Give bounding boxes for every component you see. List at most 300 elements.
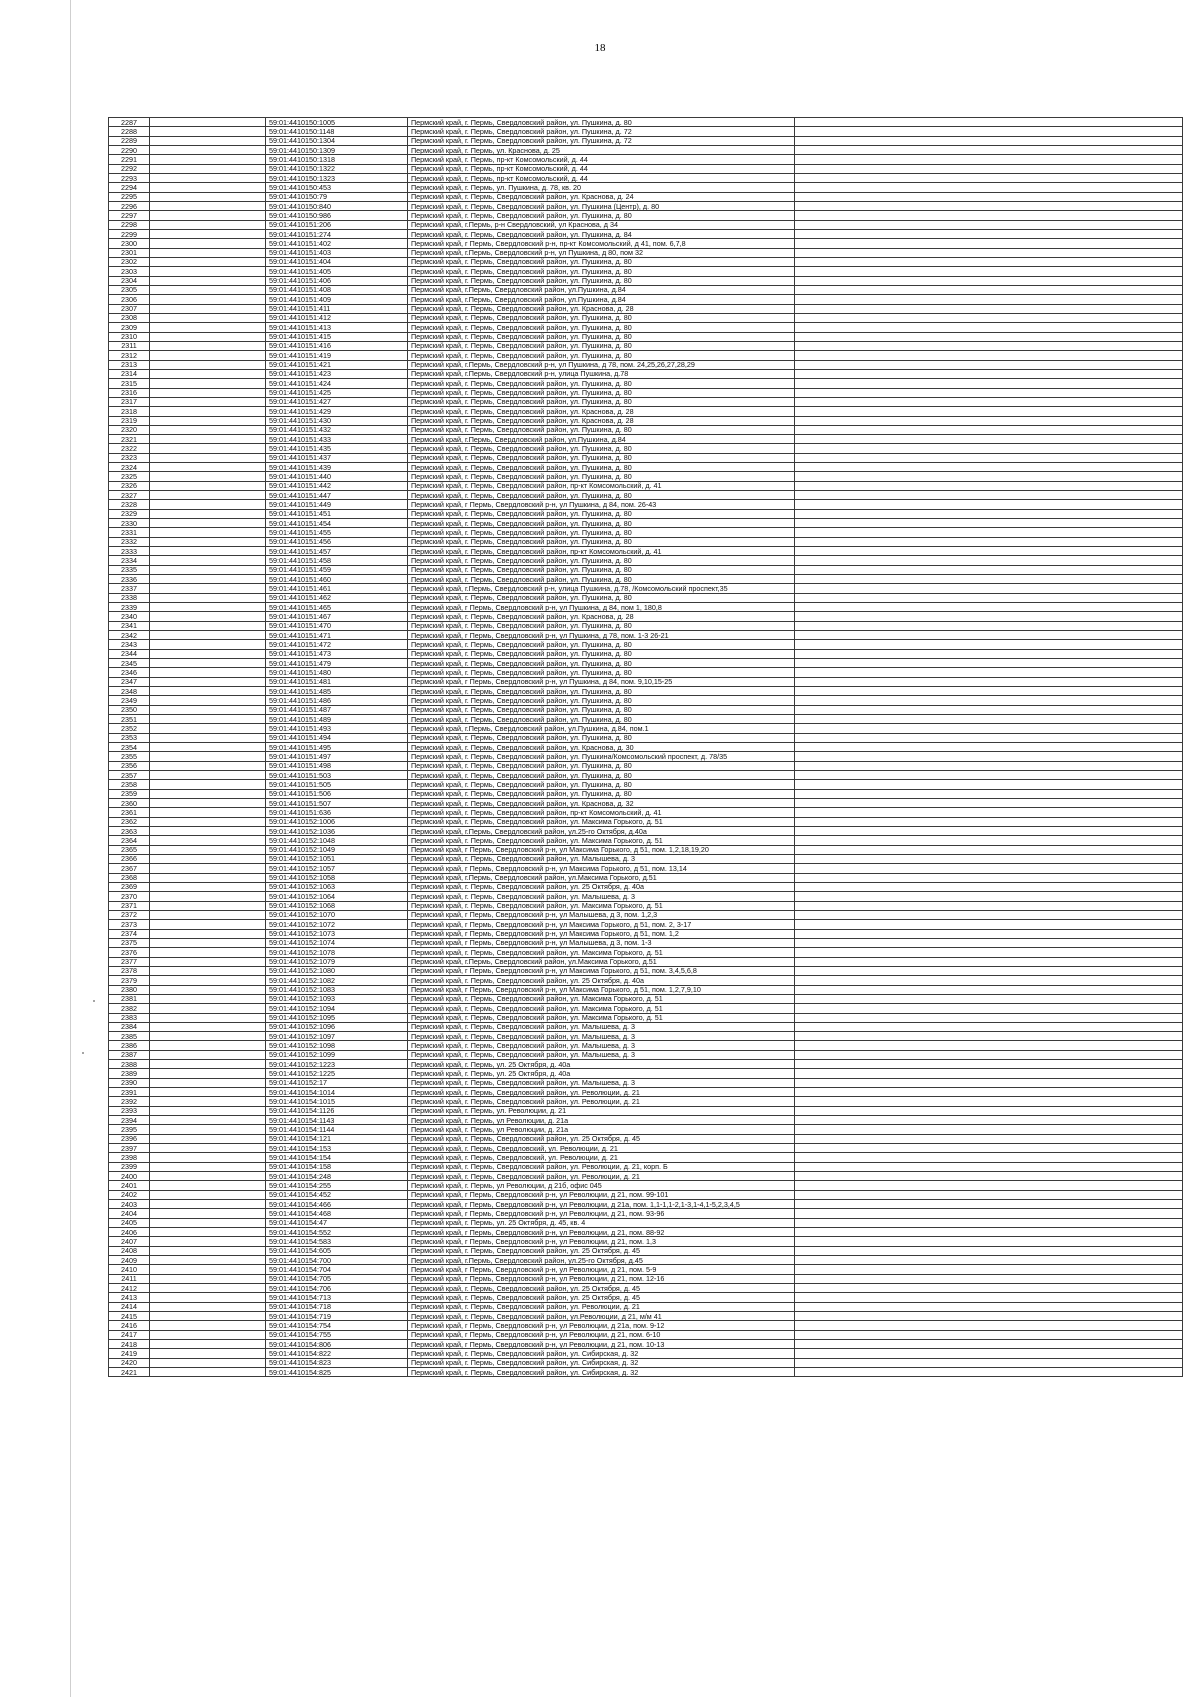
row-number-cell: 2358	[109, 780, 150, 789]
empty-cell	[795, 948, 1183, 957]
row-number-cell: 2392	[109, 1097, 150, 1106]
cadastral-number-cell: 59:01:4410154:1014	[266, 1088, 408, 1097]
row-number-cell: 2305	[109, 285, 150, 294]
address-cell: Пермский край, г.Пермь, р-н Свердловский, ул Краснова, д 34	[408, 220, 795, 229]
table-row	[109, 901, 1183, 910]
cadastral-number-cell: 59:01:4410152:1093	[266, 994, 408, 1003]
table-row	[109, 1284, 1183, 1293]
table-row	[109, 575, 1183, 584]
row-number-cell: 2336	[109, 575, 150, 584]
row-number-cell: 2293	[109, 173, 150, 182]
table-row	[109, 1153, 1183, 1162]
empty-cell	[795, 285, 1183, 294]
cadastral-number-cell: 59:01:4410154:466	[266, 1200, 408, 1209]
empty-cell	[795, 472, 1183, 481]
address-cell: Пермский край, г.Пермь, Свердловский район, ул.Пушкина, д.84, пом.1	[408, 724, 795, 733]
address-cell: Пермский край, г. Пермь, Свердловский район, ул. Малышева, д. 3	[408, 854, 795, 863]
empty-cell	[150, 332, 266, 341]
table-row	[109, 1237, 1183, 1246]
address-cell: Пермский край, г. Пермь, Свердловский район, ул. Краснова, д. 24	[408, 192, 795, 201]
table-row	[109, 724, 1183, 733]
address-cell: Пермский край, г. Пермь, Свердловский район, ул. Пушкина, д. 80	[408, 276, 795, 285]
address-cell: Пермский край, г. Пермь, Свердловский район, пр-кт Комсомольский, д. 41	[408, 808, 795, 817]
address-cell: Пермский край, г. Пермь, Свердловский район, пр-кт Комсомольский, д. 41	[408, 547, 795, 556]
empty-cell	[150, 565, 266, 574]
table-row	[109, 1218, 1183, 1227]
empty-cell	[150, 304, 266, 313]
row-number-cell: 2390	[109, 1078, 150, 1087]
empty-cell	[795, 659, 1183, 668]
address-cell: Пермский край, г. Пермь, Свердловский район, ул. Пушкина, д. 80	[408, 640, 795, 649]
row-number-cell: 2401	[109, 1181, 150, 1190]
address-cell: Пермский край, г. Пермь, Свердловский район, ул. Максима Горького, д. 51	[408, 836, 795, 845]
row-number-cell: 2329	[109, 509, 150, 518]
table-row	[109, 444, 1183, 453]
cadastral-number-cell: 59:01:4410151:406	[266, 276, 408, 285]
empty-cell	[795, 621, 1183, 630]
row-number-cell: 2360	[109, 798, 150, 807]
cadastral-number-cell: 59:01:4410151:415	[266, 332, 408, 341]
address-cell: Пермский край, г. Пермь, Свердловский район, ул. Пушкина, д. 80	[408, 453, 795, 462]
empty-cell	[150, 929, 266, 938]
row-number-cell: 2366	[109, 854, 150, 863]
table-row	[109, 118, 1183, 127]
address-cell: Пермский край, г. Пермь, Свердловский район, ул. Малышева, д. 3	[408, 1050, 795, 1059]
row-number-cell: 2287	[109, 118, 150, 127]
table-row	[109, 145, 1183, 154]
empty-cell	[795, 687, 1183, 696]
cadastral-number-cell: 59:01:4410152:1094	[266, 1004, 408, 1013]
address-cell: Пермский край, г. Пермь, Свердловский, ул. Революции, д. 21	[408, 1153, 795, 1162]
table-row	[109, 854, 1183, 863]
cadastral-number-cell: 59:01:4410151:404	[266, 257, 408, 266]
row-number-cell: 2419	[109, 1349, 150, 1358]
row-number-cell: 2309	[109, 323, 150, 332]
cadastral-number-cell: 59:01:4410151:495	[266, 742, 408, 751]
address-cell: Пермский край, г. Пермь, Свердловский район, ул. 25 Октября, д. 45	[408, 1134, 795, 1143]
empty-cell	[795, 1106, 1183, 1115]
row-number-cell: 2290	[109, 145, 150, 154]
address-cell: Пермский край, г Пермь, Свердловский р-н, ул Революции, д 21, пом. 88-92	[408, 1228, 795, 1237]
cadastral-number-cell: 59:01:4410151:461	[266, 584, 408, 593]
address-cell: Пермский край, г. Пермь, пр-кт Комсомольский, д. 44	[408, 173, 795, 182]
row-number-cell: 2297	[109, 211, 150, 220]
empty-cell	[150, 416, 266, 425]
empty-cell	[795, 1274, 1183, 1283]
table-row	[109, 127, 1183, 136]
empty-cell	[795, 1321, 1183, 1330]
cadastral-number-cell: 59:01:4410151:429	[266, 407, 408, 416]
empty-cell	[795, 491, 1183, 500]
address-cell: Пермский край, г.Пермь, Свердловский район, ул.Максима Горького, д.51	[408, 957, 795, 966]
cadastral-number-cell: 59:01:4410154:825	[266, 1367, 408, 1376]
row-number-cell: 2354	[109, 742, 150, 751]
table-row	[109, 817, 1183, 826]
row-number-cell: 2414	[109, 1302, 150, 1311]
row-number-cell: 2418	[109, 1339, 150, 1348]
address-cell: Пермский край, г. Пермь, Свердловский район, ул. Малышева, д. 3	[408, 1022, 795, 1031]
row-number-cell: 2368	[109, 873, 150, 882]
address-cell: Пермский край, г. Пермь, ул. 25 Октября, д. 45, кв. 4	[408, 1218, 795, 1227]
address-cell: Пермский край, г Пермь, Свердловский р-н, ул Максима Горького, д 51, пом. 13,14	[408, 864, 795, 873]
empty-cell	[795, 798, 1183, 807]
empty-cell	[150, 173, 266, 182]
cadastral-number-cell: 59:01:4410152:1006	[266, 817, 408, 826]
cadastral-number-cell: 59:01:4410151:493	[266, 724, 408, 733]
table-row	[109, 323, 1183, 332]
cadastral-number-cell: 59:01:4410151:467	[266, 612, 408, 621]
empty-cell	[150, 1004, 266, 1013]
table-row	[109, 1106, 1183, 1115]
cadastral-number-cell: 59:01:4410151:454	[266, 519, 408, 528]
row-number-cell: 2298	[109, 220, 150, 229]
cadastral-number-cell: 59:01:4410151:487	[266, 705, 408, 714]
empty-cell	[150, 817, 266, 826]
cadastral-number-cell: 59:01:4410151:449	[266, 500, 408, 509]
empty-cell	[795, 239, 1183, 248]
empty-cell	[795, 1069, 1183, 1078]
empty-cell	[150, 145, 266, 154]
cadastral-number-cell: 59:01:4410151:497	[266, 752, 408, 761]
cadastral-number-cell: 59:01:4410152:1068	[266, 901, 408, 910]
cadastral-number-cell: 59:01:4410152:1223	[266, 1060, 408, 1069]
empty-cell	[150, 229, 266, 238]
address-cell: Пермский край, г. Пермь, Свердловский район, ул. Пушкина (Центр), д. 80	[408, 201, 795, 210]
empty-cell	[795, 444, 1183, 453]
row-number-cell: 2355	[109, 752, 150, 761]
empty-cell	[795, 276, 1183, 285]
table-row	[109, 388, 1183, 397]
table-row	[109, 1367, 1183, 1376]
empty-cell	[795, 761, 1183, 770]
empty-cell	[795, 519, 1183, 528]
empty-cell	[795, 453, 1183, 462]
empty-cell	[150, 864, 266, 873]
row-number-cell: 2296	[109, 201, 150, 210]
row-number-cell: 2334	[109, 556, 150, 565]
address-cell: Пермский край, г. Пермь, Свердловский район, ул. Малышева, д. 3	[408, 1078, 795, 1087]
row-number-cell: 2348	[109, 687, 150, 696]
row-number-cell: 2327	[109, 491, 150, 500]
table-row	[109, 1181, 1183, 1190]
address-cell: Пермский край, г Пермь, Свердловский р-н, пр-кт Комсомольский, д 41, пом. 6,7,8	[408, 239, 795, 248]
table-row	[109, 994, 1183, 1003]
address-cell: Пермский край, г. Пермь, Свердловский, ул. Революции, д. 21	[408, 1144, 795, 1153]
table-row	[109, 528, 1183, 537]
empty-cell	[795, 976, 1183, 985]
cadastral-number-cell: 59:01:4410154:583	[266, 1237, 408, 1246]
address-cell: Пермский край, г. Пермь, Свердловский район, ул. Пушкина, д. 80	[408, 397, 795, 406]
address-cell: Пермский край, г.Пермь, Свердловский район, ул.25-го Октября, д.45	[408, 1256, 795, 1265]
row-number-cell: 2307	[109, 304, 150, 313]
table-row	[109, 1060, 1183, 1069]
empty-cell	[150, 1246, 266, 1255]
cadastral-number-cell: 59:01:4410151:421	[266, 360, 408, 369]
empty-cell	[795, 397, 1183, 406]
address-cell: Пермский край, г. Пермь, ул. Революции, д. 21	[408, 1106, 795, 1115]
empty-cell	[150, 957, 266, 966]
empty-cell	[795, 351, 1183, 360]
cadastral-number-cell: 59:01:4410151:471	[266, 631, 408, 640]
cadastral-number-cell: 59:01:4410151:439	[266, 463, 408, 472]
address-cell: Пермский край, г. Пермь, Свердловский район, ул. Максима Горького, д. 51	[408, 948, 795, 957]
row-number-cell: 2380	[109, 985, 150, 994]
table-row	[109, 976, 1183, 985]
cadastral-number-cell: 59:01:4410152:1225	[266, 1069, 408, 1078]
cadastral-number-cell: 59:01:4410152:1079	[266, 957, 408, 966]
table-row	[109, 276, 1183, 285]
table-row	[109, 1302, 1183, 1311]
table-row	[109, 696, 1183, 705]
empty-cell	[150, 341, 266, 350]
cadastral-number-cell: 59:01:4410152:1096	[266, 1022, 408, 1031]
empty-cell	[150, 1349, 266, 1358]
cadastral-number-cell: 59:01:4410151:274	[266, 229, 408, 238]
empty-cell	[795, 1190, 1183, 1199]
table-row	[109, 267, 1183, 276]
empty-cell	[150, 1022, 266, 1031]
cadastral-number-cell: 59:01:4410152:1064	[266, 892, 408, 901]
empty-cell	[150, 845, 266, 854]
empty-cell	[795, 789, 1183, 798]
empty-cell	[795, 136, 1183, 145]
empty-cell	[150, 668, 266, 677]
cadastral-number-cell: 59:01:4410150:1322	[266, 164, 408, 173]
table-row	[109, 1228, 1183, 1237]
empty-cell	[150, 1172, 266, 1181]
table-row	[109, 864, 1183, 873]
table-row	[109, 780, 1183, 789]
cadastral-number-cell: 59:01:4410151:503	[266, 770, 408, 779]
table-row	[109, 201, 1183, 210]
empty-cell	[795, 229, 1183, 238]
row-number-cell: 2335	[109, 565, 150, 574]
empty-cell	[150, 901, 266, 910]
row-number-cell: 2400	[109, 1172, 150, 1181]
row-number-cell: 2292	[109, 164, 150, 173]
row-number-cell: 2369	[109, 882, 150, 891]
cadastral-number-cell: 59:01:4410151:494	[266, 733, 408, 742]
row-number-cell: 2330	[109, 519, 150, 528]
address-cell: Пермский край, г.Пермь, Свердловский р-н, ул Пушкина, д 78, пом. 24,25,26,27,28,29	[408, 360, 795, 369]
empty-cell	[150, 276, 266, 285]
empty-cell	[795, 1041, 1183, 1050]
empty-cell	[795, 211, 1183, 220]
address-cell: Пермский край, г. Пермь, ул. Краснова, д. 25	[408, 145, 795, 154]
row-number-cell: 2345	[109, 659, 150, 668]
empty-cell	[150, 323, 266, 332]
empty-cell	[150, 631, 266, 640]
empty-cell	[150, 257, 266, 266]
empty-cell	[795, 257, 1183, 266]
cadastral-number-cell: 59:01:4410154:452	[266, 1190, 408, 1199]
address-cell: Пермский край, г. Пермь, Свердловский район, ул. Пушкина, д. 80	[408, 425, 795, 434]
row-number-cell: 2312	[109, 351, 150, 360]
address-cell: Пермский край, г. Пермь, Свердловский район, ул. Пушкина, д. 80	[408, 789, 795, 798]
empty-cell	[150, 724, 266, 733]
empty-cell	[150, 910, 266, 919]
empty-cell	[150, 397, 266, 406]
empty-cell	[795, 164, 1183, 173]
row-number-cell: 2301	[109, 248, 150, 257]
address-cell: Пермский край, г. Пермь, Свердловский район, ул. Революции, д. 21	[408, 1088, 795, 1097]
address-cell: Пермский край, г. Пермь, Свердловский район, ул. Малышева, д. 3	[408, 1041, 795, 1050]
empty-cell	[150, 1367, 266, 1376]
cadastral-number-cell: 59:01:4410151:456	[266, 537, 408, 546]
cadastral-number-cell: 59:01:4410151:457	[266, 547, 408, 556]
address-cell: Пермский край, г. Пермь, Свердловский район, ул. Пушкина, д. 80	[408, 379, 795, 388]
empty-cell	[795, 938, 1183, 947]
cadastral-number-cell: 59:01:4410152:1083	[266, 985, 408, 994]
table-row	[109, 966, 1183, 975]
table-row	[109, 257, 1183, 266]
empty-cell	[795, 677, 1183, 686]
empty-cell	[150, 1041, 266, 1050]
cadastral-number-cell: 59:01:4410152:1058	[266, 873, 408, 882]
row-number-cell: 2351	[109, 715, 150, 724]
empty-cell	[795, 752, 1183, 761]
empty-cell	[150, 1078, 266, 1087]
row-number-cell: 2310	[109, 332, 150, 341]
empty-cell	[795, 593, 1183, 602]
empty-cell	[150, 742, 266, 751]
table-row	[109, 537, 1183, 546]
address-cell: Пермский край, г. Пермь, Свердловский район, ул. 25 Октября, д. 40а	[408, 976, 795, 985]
empty-cell	[795, 416, 1183, 425]
empty-cell	[150, 640, 266, 649]
empty-cell	[795, 435, 1183, 444]
cadastral-number-cell: 59:01:4410151:506	[266, 789, 408, 798]
address-cell: Пермский край, г. Пермь, Свердловский район, ул. 25 Октября, д. 45	[408, 1293, 795, 1302]
table-row	[109, 565, 1183, 574]
row-number-cell: 2337	[109, 584, 150, 593]
address-cell: Пермский край, г.Пермь, Свердловский р-н, улица Пушкина, д.78	[408, 369, 795, 378]
empty-cell	[150, 798, 266, 807]
row-number-cell: 2421	[109, 1367, 150, 1376]
address-cell: Пермский край, г. Пермь, ул. 25 Октября, д. 40а	[408, 1069, 795, 1078]
empty-cell	[150, 472, 266, 481]
cadastral-number-cell: 59:01:4410151:472	[266, 640, 408, 649]
row-number-cell: 2386	[109, 1041, 150, 1050]
address-cell: Пермский край, г. Пермь, Свердловский район, ул. Пушкина, д. 80	[408, 696, 795, 705]
empty-cell	[150, 985, 266, 994]
row-number-cell: 2308	[109, 313, 150, 322]
address-cell: Пермский край, г. Пермь, Свердловский район, ул. Краснова, д. 28	[408, 416, 795, 425]
address-cell: Пермский край, г. Пермь, Свердловский район, ул. Пушкина, д. 80	[408, 388, 795, 397]
empty-cell	[150, 1218, 266, 1227]
cadastral-number-cell: 59:01:4410151:433	[266, 435, 408, 444]
cadastral-number-cell: 59:01:4410152:1078	[266, 948, 408, 957]
address-cell: Пермский край, г Пермь, Свердловский р-н, ул Малышева, д 3, пом. 1-3	[408, 938, 795, 947]
empty-cell	[795, 313, 1183, 322]
address-cell: Пермский край, г. Пермь, Свердловский район, ул. Пушкина, д. 84	[408, 229, 795, 238]
empty-cell	[795, 1181, 1183, 1190]
row-number-cell: 2294	[109, 183, 150, 192]
cadastral-number-cell: 59:01:4410154:822	[266, 1349, 408, 1358]
address-cell: Пермский край, г. Пермь, Свердловский район, ул. Революции, д. 21	[408, 1302, 795, 1311]
empty-cell	[150, 295, 266, 304]
table-row	[109, 1078, 1183, 1087]
address-cell: Пермский край, г Пермь, Свердловский р-н, ул Революции, д 21, пом. 1,3	[408, 1237, 795, 1246]
address-cell: Пермский край, г. Пермь, Свердловский район, ул. Пушкина, д. 80	[408, 705, 795, 714]
empty-cell	[150, 201, 266, 210]
empty-cell	[795, 575, 1183, 584]
row-number-cell: 2362	[109, 817, 150, 826]
empty-cell	[150, 1284, 266, 1293]
cadastral-number-cell: 59:01:4410154:468	[266, 1209, 408, 1218]
address-cell: Пермский край, г. Пермь, Свердловский район, ул. Революции, д. 21	[408, 1172, 795, 1181]
table-row	[109, 491, 1183, 500]
empty-cell	[150, 1228, 266, 1237]
cadastral-number-cell: 59:01:4410154:706	[266, 1284, 408, 1293]
row-number-cell: 2387	[109, 1050, 150, 1059]
row-number-cell: 2319	[109, 416, 150, 425]
address-cell: Пермский край, г Пермь, Свердловский р-н, ул Максима Горького, д 51, пом. 1,2,7,9,10	[408, 985, 795, 994]
row-number-cell: 2415	[109, 1312, 150, 1321]
row-number-cell: 2411	[109, 1274, 150, 1283]
empty-cell	[795, 864, 1183, 873]
address-cell: Пермский край, г. Пермь, Свердловский район, ул. Пушкина, д. 80	[408, 565, 795, 574]
row-number-cell: 2299	[109, 229, 150, 238]
property-register-table	[108, 117, 1183, 1377]
table-row	[109, 612, 1183, 621]
row-number-cell: 2350	[109, 705, 150, 714]
table-row	[109, 873, 1183, 882]
table-row	[109, 248, 1183, 257]
cadastral-number-cell: 59:01:4410154:755	[266, 1330, 408, 1339]
table-row	[109, 1097, 1183, 1106]
empty-cell	[150, 966, 266, 975]
row-number-cell: 2291	[109, 155, 150, 164]
row-number-cell: 2346	[109, 668, 150, 677]
table-row	[109, 556, 1183, 565]
row-number-cell: 2303	[109, 267, 150, 276]
cadastral-number-cell: 59:01:4410150:1148	[266, 127, 408, 136]
address-cell: Пермский край, г Пермь, Свердловский р-н, ул Революции, д 21а, пом. 9-12	[408, 1321, 795, 1330]
empty-cell	[795, 1358, 1183, 1367]
table-row	[109, 770, 1183, 779]
row-number-cell: 2394	[109, 1116, 150, 1125]
table-row	[109, 1190, 1183, 1199]
table-row	[109, 407, 1183, 416]
empty-cell	[795, 1032, 1183, 1041]
scan-speck	[82, 1052, 84, 1054]
row-number-cell: 2323	[109, 453, 150, 462]
empty-cell	[795, 1209, 1183, 1218]
empty-cell	[795, 742, 1183, 751]
empty-cell	[150, 1190, 266, 1199]
address-cell: Пермский край, г Пермь, Свердловский р-н, ул Пушкина, д 78, пом. 1-3 26-21	[408, 631, 795, 640]
row-number-cell: 2395	[109, 1125, 150, 1134]
table-row	[109, 229, 1183, 238]
cadastral-number-cell: 59:01:4410151:458	[266, 556, 408, 565]
empty-cell	[795, 1265, 1183, 1274]
address-cell: Пермский край, г. Пермь, Свердловский район, ул. Краснова, д. 28	[408, 407, 795, 416]
table-row	[109, 1256, 1183, 1265]
cadastral-number-cell: 59:01:4410151:432	[266, 425, 408, 434]
empty-cell	[795, 845, 1183, 854]
cadastral-number-cell: 59:01:4410152:1082	[266, 976, 408, 985]
table-row	[109, 603, 1183, 612]
empty-cell	[795, 882, 1183, 891]
address-cell: Пермский край, г. Пермь, Свердловский район, ул. Пушкина, д. 80	[408, 649, 795, 658]
empty-cell	[150, 388, 266, 397]
empty-cell	[795, 1284, 1183, 1293]
empty-cell	[150, 1339, 266, 1348]
row-number-cell: 2338	[109, 593, 150, 602]
cadastral-number-cell: 59:01:4410151:460	[266, 575, 408, 584]
empty-cell	[795, 920, 1183, 929]
